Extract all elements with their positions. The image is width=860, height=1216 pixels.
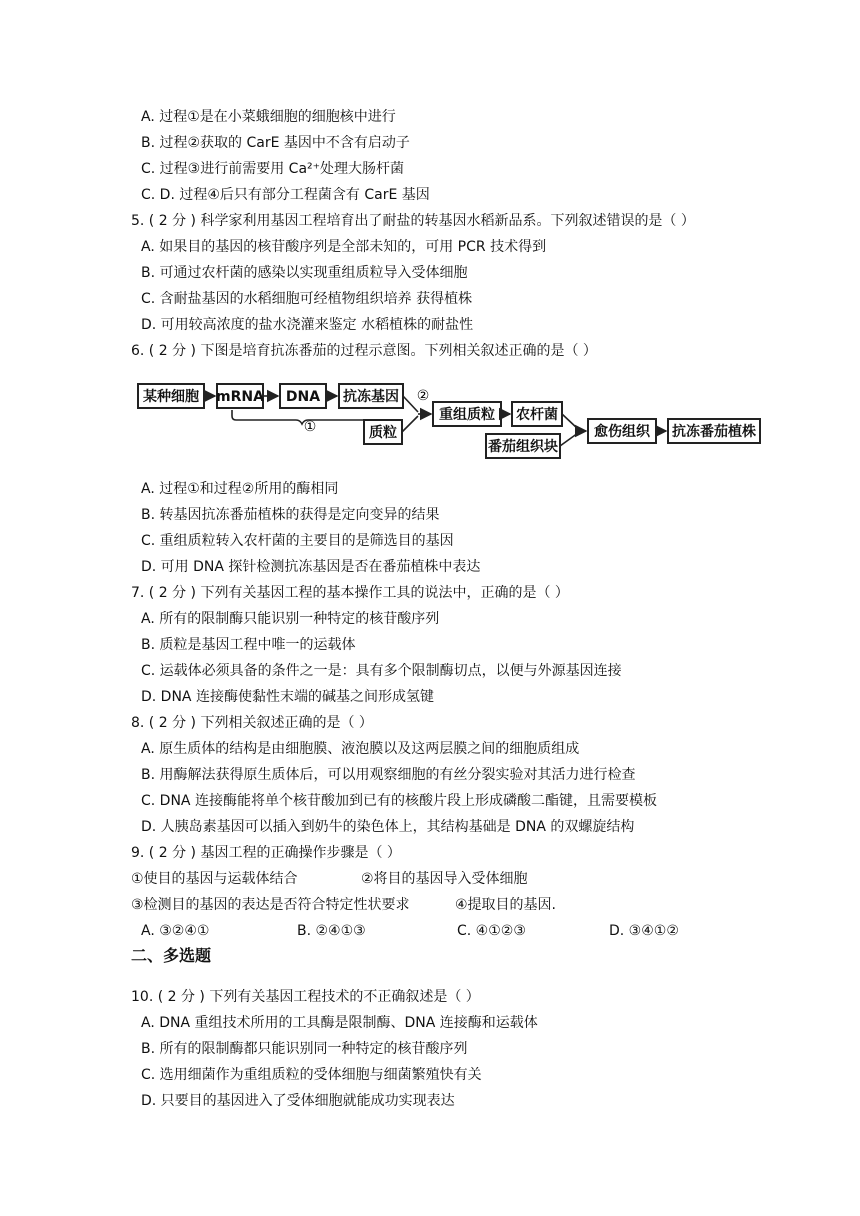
q6-option-d: D. 可用 DNA 探针检测抗冻基因是否在番茄植株中表达 — [141, 559, 481, 575]
box-antifreeze-tomato-label: 抗冻番茄植株 — [672, 424, 756, 440]
box-callus-label: 愈伤组织 — [594, 424, 650, 440]
q7-option-b: B. 质粒是基因工程中唯一的运载体 — [141, 637, 356, 653]
box-antifreeze-gene-label: 抗冻基因 — [343, 389, 399, 405]
q8-option-c: C. DNA 连接酶能将单个核苷酸加到已有的核酸片段上形成磷酸二酯键，且需要模板 — [141, 793, 657, 809]
q8-option-a: A. 原生质体的结构是由细胞膜、液泡膜以及这两层膜之间的细胞质组成 — [141, 741, 580, 757]
box-plasmid-label: 质粒 — [369, 425, 397, 441]
q10-option-b: B. 所有的限制酶都只能识别同一种特定的核苷酸序列 — [141, 1041, 468, 1057]
q4-option-c: C. 过程③进行前需要用 Ca²⁺处理大肠杆菌 — [141, 161, 405, 177]
q9-step-2: ②将目的基因导入受体细胞 — [361, 871, 528, 887]
box-recombinant-plasmid-label: 重组质粒 — [439, 407, 495, 423]
diagram-label-2: ② — [416, 388, 430, 404]
q4-option-a: A. 过程①是在小菜蛾细胞的细胞核中进行 — [141, 109, 396, 125]
section-title-multiple-choice: 二、多选题 — [131, 946, 212, 965]
q10-option-c: C. 选用细菌作为重组质粒的受体细胞与细菌繁殖快有关 — [141, 1067, 482, 1083]
q10-stem: 10. ( 2 分 ) 下列有关基因工程技术的不正确叙述是（ ） — [131, 989, 480, 1005]
q9-option-d: D. ③④①② — [609, 923, 679, 939]
q8-option-b: B. 用酶解法获得原生质体后，可以用观察细胞的有丝分裂实验对其活力进行检查 — [141, 767, 636, 783]
q7-option-d: D. DNA 连接酶使黏性末端的碱基之间形成氢键 — [141, 689, 434, 705]
q5-option-d: D. 可用较高浓度的盐水浇灌来鉴定 水稻植株的耐盐性 — [141, 317, 474, 333]
q6-option-b: B. 转基因抗冻番茄植株的获得是定向变异的结果 — [141, 507, 440, 523]
diagram-label-1: ① — [303, 419, 317, 435]
box-cell-label: 某种细胞 — [143, 389, 199, 405]
q6-stem: 6. ( 2 分 ) 下图是培育抗冻番茄的过程示意图。下列相关叙述正确的是（ ） — [131, 343, 597, 359]
q10-option-a: A. DNA 重组技术所用的工具酶是限制酶、DNA 连接酶和运载体 — [141, 1015, 538, 1031]
q6-process-diagram — [0, 375, 860, 475]
q4-option-b: B. 过程②获取的 CarE 基因中不含有启动子 — [141, 135, 410, 151]
box-tomato-tissue-label: 番茄组织块 — [488, 439, 558, 455]
q7-stem: 7. ( 2 分 ) 下列有关基因工程的基本操作工具的说法中，正确的是（ ） — [131, 585, 569, 601]
q9-option-a: A. ③②④① — [141, 923, 210, 939]
q10-option-d: D. 只要目的基因进入了受体细胞就能成功实现表达 — [141, 1093, 455, 1109]
q6-option-c: C. 重组质粒转入农杆菌的主要目的是筛选目的基因 — [141, 533, 454, 549]
box-agrobacterium-label: 农杆菌 — [516, 407, 558, 423]
q9-step-4: ④提取目的基因. — [455, 897, 557, 913]
q8-stem: 8. ( 2 分 ) 下列相关叙述正确的是（ ） — [131, 715, 373, 731]
q9-stem: 9. ( 2 分 ) 基因工程的正确操作步骤是（ ） — [131, 845, 401, 861]
q5-option-a: A. 如果目的基因的核苷酸序列是全部未知的，可用 PCR 技术得到 — [141, 239, 547, 255]
q6-option-a: A. 过程①和过程②所用的酶相同 — [141, 481, 339, 497]
box-dna-label: DNA — [285, 389, 321, 405]
q9-option-b: B. ②④①③ — [297, 923, 366, 939]
q8-option-d: D. 人胰岛素基因可以插入到奶牛的染色体上，其结构基础是 DNA 的双螺旋结构 — [141, 819, 635, 835]
box-mrna-label: mRNA — [216, 389, 264, 405]
q4-option-d: C. D. 过程④后只有部分工程菌含有 CarE 基因 — [141, 187, 430, 203]
q5-option-b: B. 可通过农杆菌的感染以实现重组质粒导入受体细胞 — [141, 265, 468, 281]
q5-stem: 5. ( 2 分 ) 科学家利用基因工程培育出了耐盐的转基因水稻新品系。下列叙述错误的是（ ） — [131, 213, 695, 229]
q7-option-c: C. 运载体必须具备的条件之一是：具有多个限制酶切点，以便与外源基因连接 — [141, 663, 622, 679]
q9-step-3: ③检测目的基因的表达是否符合特定性状要求 — [131, 897, 410, 913]
q7-option-a: A. 所有的限制酶只能识别一种特定的核苷酸序列 — [141, 611, 440, 627]
q9-step-1: ①使目的基因与运载体结合 — [131, 871, 298, 887]
q9-option-c: C. ④①②③ — [457, 923, 526, 939]
q5-option-c: C. 含耐盐基因的水稻细胞可经植物组织培养 获得植株 — [141, 291, 473, 307]
